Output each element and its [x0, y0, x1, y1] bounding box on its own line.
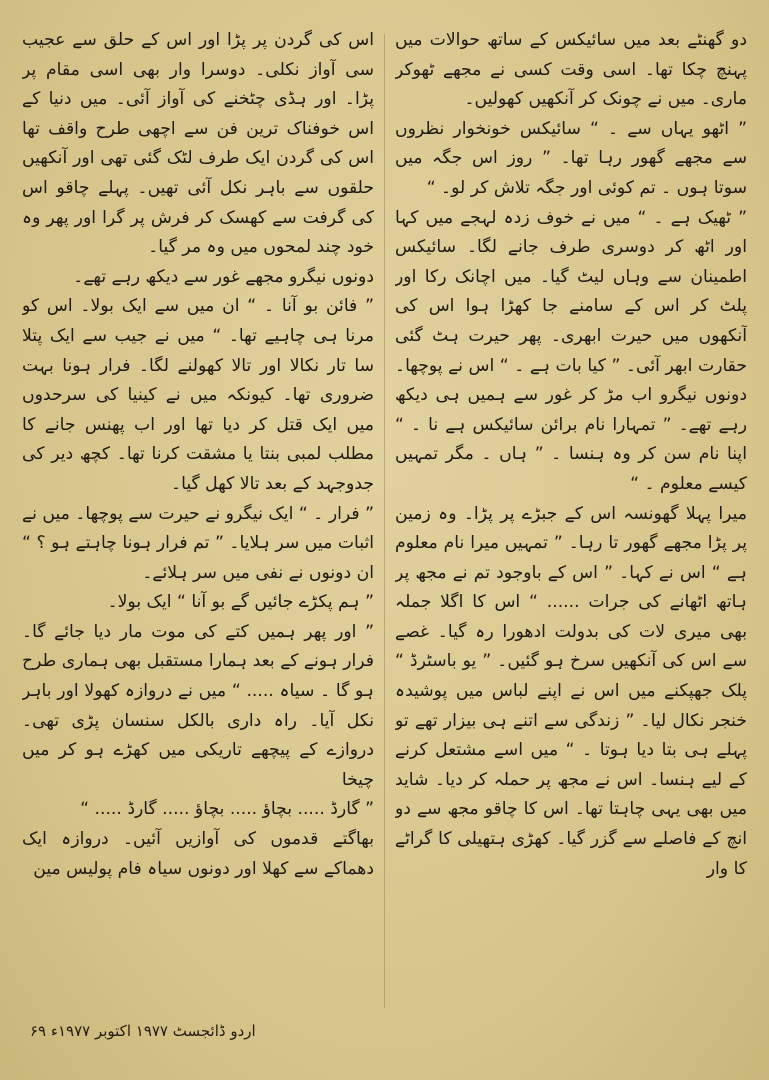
paragraph: دونوں نیگرو مجھے غور سے دیکھ رہے تھے۔: [73, 266, 374, 287]
paragraph: ” گارڈ ..... بچاؤ ..... بچاؤ ..... گارڈ ..... “: [80, 799, 374, 820]
page-footer: اردو ڈائجسٹ ۱۹۷۷ اکتوبر ۱۹۷۷ء ۶۹: [30, 1022, 256, 1040]
paragraph: ” فائن بو آنا ۔ “ ان میں سے ایک بولا۔ اس کو مرنا ہی چاہیے تھا۔ “ میں نے جیب سے ایک پتلا سا تار نکالا اور تالا کھولنے لگا۔ فرار ہونا بہت ضروری تھا۔ کیونکہ میں نے کینیا کی سرحدوں میں ایک قتل کر دیا تھا اور اب پھنس جانے کا مطلب لمبی بنتا یا مشقت کرنا تھا۔ کچھ دیر کی جدوجہد کے بعد تالا کھل گیا۔: [22, 296, 374, 494]
right-column: [395, 26, 747, 1016]
paragraph: اس کی گردن پر پڑا اور اس کے حلق سے عجیب سی آواز نکلی۔ دوسرا وار بھی اسی مقام پر پڑا۔ اور ہڈی چٹخنے کی آواز آئی۔ میں دنیا کے اس خوفناک ترین فن سے اچھی طرح واقف تھا اس کی گردن ایک طرف لٹک گئی تھی اور آنکھیں حلقوں سے باہر نکل آئی تھیں۔ پہلے چاقو اس کی گرفت سے کھسک کر فرش پر گرا اور پھر وہ خود چند لمحوں میں وہ مر گیا۔: [22, 30, 374, 258]
paragraph: ” ٹھیک ہے ۔ “ میں نے خوف زدہ لہجے میں کہا اور اٹھ کر دوسری طرف جانے لگا۔ سائیکس اطمینان سے وہاں لیٹ گیا۔ میں اچانک رکا اور پلٹ کر اس کے سامنے جا کھڑا ہوا اس کی آنکھوں میں حیرت ابھری۔ پھر حیرت ہٹ گئی حقارت ابھر آئی۔ ” کیا بات ہے ۔ “ اس نے پوچھا۔ دونوں نیگرو اب مڑ کر غور سے ہمیں ہی دیکھ رہے تھے۔ ” تمہارا نام برائن سائیکس ہے نا ۔ “ اپنا نام سن کر وہ ہنسا ۔ ” ہاں ۔ مگر تمہیں کیسے معلوم ۔ “: [395, 207, 747, 494]
paragraph: ” اور پھر ہمیں کتے کی موت مار دیا جائے گا۔ فرار ہونے کے بعد ہمارا مستقبل بھی ہماری طرح ہو گا ۔ سیاہ ..... “ میں نے دروازہ کھولا اور باہر نکل آیا۔ راہ داری بالکل سنسان پڑی تھی۔ دروازے کے پیچھے تاریکی میں کھڑے ہو کر میں چیخا: [22, 621, 374, 790]
paragraph: ” فرار ۔ “ ایک نیگرو نے حیرت سے پوچھا۔ میں نے اثبات میں سر ہلایا۔ ” تم فرار ہونا چاہتے ہو ؟ “ ان دونوں نے نفی میں سر ہلائے۔: [22, 503, 374, 583]
paragraph: ” ہم پکڑے جائیں گے بو آنا “ ایک بولا۔: [107, 592, 374, 613]
left-column: [22, 26, 374, 1016]
paragraph: ” اٹھو یہاں سے ۔ “ سائیکس خونخوار نظروں سے مجھے گھور رہا تھا۔ ” روز اس جگہ میں سوتا ہوں ۔ تم کوئی اور جگہ تلاش کر لو۔ “: [395, 118, 747, 198]
paragraph: میرا پہلا گھونسہ اس کے جبڑے پر پڑا۔ وہ زمین پر پڑا مجھے گھور تا رہا۔ ” تمہیں میرا نام معلوم ہے “ اس نے کہا۔ ” اس کے باوجود تم نے مجھ پر ہاتھ اٹھانے کی جرات ...... “ اس کا اگلا جملہ بھی میری لات کی بدولت ادھورا رہ گیا۔ غصے سے اس کی آنکھیں سرخ ہو گئیں۔ ” یو باسٹرڈ “ پلک جھپکنے میں اس نے اپنے لباس میں پوشیدہ خنجر نکال لیا۔ ” زندگی سے اتنے ہی بیزار تھے تو پہلے ہی بتا دیا ہوتا ۔ “ میں اسے مشتعل کرنے کے لیے ہنسا۔ اس نے مجھ پر حملہ کر دیا۔ شاید میں بھی یہی چاہتا تھا۔ اس کا چاقو مجھ سے دو انچ کے فاصلے سے گزر گیا۔ کھڑی ہتھیلی کا گراٹے کا وار: [395, 503, 747, 879]
column-divider: [384, 34, 385, 1008]
paragraph: دو گھنٹے بعد میں سائیکس کے ساتھ حوالات میں پہنچ چکا تھا۔ اسی وقت کسی نے مجھے ٹھوکر ماری۔ میں نے چونک کر آنکھیں کھولیں۔: [395, 30, 747, 110]
text-columns: [22, 26, 747, 1016]
paragraph: بھاگتے قدموں کی آوازیں آئیں۔ دروازہ ایک دھماکے سے کھلا اور دونوں سیاہ فام پولیس مین: [22, 829, 374, 879]
